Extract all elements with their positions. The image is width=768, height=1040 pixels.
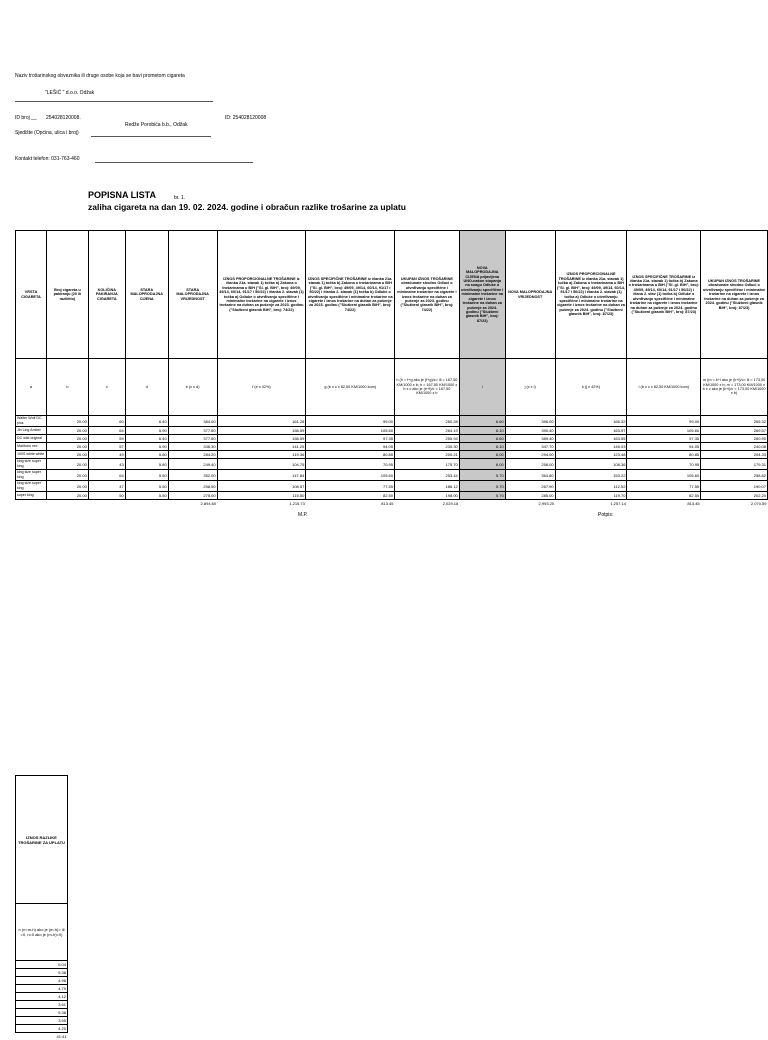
table-row: [16, 492, 768, 500]
value-cell-c: 43: [88, 459, 125, 470]
value-cell-f: 161.28: [217, 416, 306, 427]
value-cell-f: 108.57: [217, 481, 306, 492]
difference-cell: 4.20: [16, 1025, 68, 1033]
id-value: 254028120008.: [46, 115, 81, 121]
column-header: IZNOS PROPORCIONALNE TROŠARINE iz članka 21a. stavak 1) točka a) Zakona o trošarinama u BiH ("Sl. gl. BiH", broj: 49/09, 49/14, 60/14, 91/17 i 50/22) i članka 2. stavak (1) točka a) Odluke o utvrđivanju specifične i minimalne trošarine na cigarete i iznos trošarine na duhan za pušenje za 2024. godinu ("Službeni glasnik BiH", broj: 87/23): [555, 231, 627, 359]
value-cell-h: 200.21: [394, 451, 459, 459]
value-cell-d: 5.50: [125, 492, 168, 500]
value-cell-g: 97.35: [306, 435, 395, 443]
difference-cell: 5.38: [16, 969, 68, 977]
value-cell-e: 284.20: [168, 451, 217, 459]
value-cell-l: 94.05: [627, 443, 701, 451]
address-label: Sjedište (Općina, ulica i broj): [15, 130, 79, 136]
signature-label: Potpis:: [598, 512, 613, 518]
column-header: VRSTA CIGARETA: [16, 231, 47, 359]
table-row: [16, 443, 768, 451]
table-row: [16, 427, 768, 435]
total-e: 2,894.60: [168, 500, 217, 509]
column-formula: j (c x i): [505, 359, 555, 416]
value-cell-h: 260.28: [394, 416, 459, 427]
value-cell-j: 285.00: [505, 492, 555, 500]
company-name: "LEŠIĆ " d.o.o. Odžak: [45, 90, 94, 96]
column-formula: k (j x 42%): [555, 359, 627, 416]
column-header: IZNOS SPECIFIČNE TROŠARINE iz članka 21a. stavak 1) točka b) Zakona o trošarinama u BiH ("Sl. gl. BiH", broj: 49/09, 49/14, 60/14, 91/17 i 50/22) i članka 2. stavak (1) točka b) Odluke o utvrđivanju specifične i minimalne trošarine na cigarete i iznos trošarine na duhan za pušenje za 2023. godinu ("Službeni glasnik BiH", broj: 74/22): [306, 231, 395, 359]
taxpayer-label: Naziv trošarinskog obveznika ili druge osobe koja se bavi prometom cigareta: [15, 73, 185, 79]
column-header: STARA MALOPRODAJNA CIJENA: [125, 231, 168, 359]
table-row: [16, 416, 768, 427]
total-l: 813.45: [627, 500, 701, 509]
value-cell-e: 275.00: [168, 492, 217, 500]
value-cell-i: 5.70: [459, 481, 505, 492]
column-formula: g (b x c x 82,50 KM/1000 kom): [306, 359, 395, 416]
value-cell-e: 377.60: [168, 427, 217, 435]
company-underline: [15, 101, 213, 102]
column-header: IZNOS SPECIFIČNE TROŠARINE iz članka 21a. stavak 1) točka b) Zakona o trošarinama u BiH ("Sl. gl. BiH", broj: 49/09, 49/14, 60/14, 91/17 i 50/22) i člana 2. stav (1) točka b) Odluke o utvrđivanju specifične i minimalne trošarine na cigarete i iznos trošarine na duhan za pušenje za 2024. godinu ("Službeni glasnik BiH", broj: 87/23): [627, 231, 701, 359]
value-cell-h: 198.00: [394, 492, 459, 500]
value-cell-m: 258.82: [701, 470, 768, 481]
value-cell-g: 82.50: [306, 492, 395, 500]
value-cell-l: 105.60: [627, 470, 701, 481]
column-header: UKUPAN IZNOS TROŠARINE obračunate shodno Odluci o utvrđivanju specifične i minimalne trošarine na cigarete i iznos trošarine na duhan za pušenje za 2023. godinu ("Službeni glasnik BiH", broj: 74/22): [394, 231, 459, 359]
value-cell-c: 64: [88, 470, 125, 481]
value-cell-j: 389.40: [505, 435, 555, 443]
difference-cell: 3.95: [16, 1017, 68, 1025]
table-row: [16, 435, 768, 443]
cigarette-name-cell: king size super king: [16, 459, 47, 470]
value-cell-b: 20.00: [46, 481, 88, 492]
value-cell-g: 105.60: [306, 427, 395, 435]
table-row: [16, 481, 768, 492]
value-cell-m: 269.57: [701, 427, 768, 435]
value-cell-b: 20.00: [46, 416, 88, 427]
value-cell-j: 267.90: [505, 481, 555, 492]
value-cell-k: 163.97: [555, 427, 627, 435]
value-cell-l: 80.85: [627, 451, 701, 459]
value-cell-l: 77.55: [627, 481, 701, 492]
value-cell-l: 99.00: [627, 416, 701, 427]
value-cell-j: 258.00: [505, 459, 555, 470]
value-cell-i: 5.70: [459, 470, 505, 481]
value-cell-f: 119.36: [217, 451, 306, 459]
column-header: KOLIČINA PAKIRANJA CIGARETA: [88, 231, 125, 359]
value-cell-h: 264.19: [394, 427, 459, 435]
difference-cell: 5.38: [16, 1009, 68, 1017]
value-cell-k: 123.48: [555, 451, 627, 459]
value-cell-g: 105.60: [306, 470, 395, 481]
value-cell-e: 336.30: [168, 443, 217, 451]
difference-formula: n (n=m-h) ako je (m-h)> ili =0, n=0 ako je (m-h)<0): [16, 904, 68, 961]
cigarette-name-cell: king size super king: [16, 481, 47, 492]
document-number: br. 1.: [174, 195, 185, 201]
id-label: ID broj __: [15, 115, 37, 121]
value-cell-i: 6.10: [459, 427, 505, 435]
value-cell-m: 190.07: [701, 481, 768, 492]
value-cell-b: 20.00: [46, 470, 88, 481]
id-right: ID: 254028120008: [225, 115, 266, 121]
column-header: Broj cigareta u pakiranju (20 ili različito): [46, 231, 88, 359]
value-cell-m: 202.20: [701, 492, 768, 500]
total-g: 813.45: [306, 500, 395, 509]
value-cell-h: 255.94: [394, 435, 459, 443]
column-formula: h (h = f+g ako je (f+g)/c> ili = 167,50 KM/1000 x b; h = 167,50 KM/1000 x b x c ako je (e+f)/c < 167,50 KM/1000 x b: [394, 359, 459, 416]
value-cell-i: 5.70: [459, 492, 505, 500]
column-header: STARA MALOPRODAJNA VRIJEDNOST: [168, 231, 217, 359]
value-cell-c: 50: [88, 492, 125, 500]
column-formula: d: [125, 359, 168, 416]
column-header: NOVA MALOPRODAJNA CIJENA prijavljena UNO-nakon stupanja na snagu Odluke o utvrđivanju specifične i minimalne trošarine na cigarete i iznos trošarine na duhan za pušenje za 2024. godinu ("Službeni glasnik BiH", broj: 87/23): [459, 231, 505, 359]
cigarette-name-cell: Marlboro red: [16, 443, 47, 451]
difference-cell: 4.79: [16, 985, 68, 993]
value-cell-k: 146.03: [555, 443, 627, 451]
value-cell-d: 5.50: [125, 470, 168, 481]
value-cell-h: 186.12: [394, 481, 459, 492]
difference-table: [15, 775, 68, 1040]
address-value: Redže Porobića b.b., Odžak: [125, 122, 188, 128]
cigarette-name-cell: DC wild original: [16, 435, 47, 443]
table-header-row: [16, 231, 768, 359]
value-cell-g: 70.95: [306, 459, 395, 470]
value-cell-k: 163.55: [555, 435, 627, 443]
total-j: 2,993.20: [505, 500, 555, 509]
value-cell-m: 260.90: [701, 435, 768, 443]
value-cell-k: 119.70: [555, 492, 627, 500]
value-cell-k: 166.32: [555, 416, 627, 427]
value-cell-j: 396.00: [505, 416, 555, 427]
table-row: [16, 451, 768, 459]
value-cell-m: 179.31: [701, 459, 768, 470]
value-cell-f: 158.59: [217, 435, 306, 443]
value-cell-j: 294.00: [505, 451, 555, 459]
cigarette-name-cell: king size super king: [16, 470, 47, 481]
value-cell-i: 6.60: [459, 435, 505, 443]
value-cell-g: 77.55: [306, 481, 395, 492]
value-cell-g: 99.00: [306, 416, 395, 427]
table-row: [16, 459, 768, 470]
value-cell-d: 5.80: [125, 451, 168, 459]
value-cell-c: 59: [88, 435, 125, 443]
value-cell-b: 20.00: [46, 492, 88, 500]
value-cell-l: 97.35: [627, 435, 701, 443]
value-cell-g: 94.05: [306, 443, 395, 451]
cigarette-name-cell: Jin Ling Amber: [16, 427, 47, 435]
value-cell-d: 6.40: [125, 416, 168, 427]
value-cell-h: 253.44: [394, 470, 459, 481]
value-cell-b: 20.00: [46, 443, 88, 451]
value-cell-f: 147.84: [217, 470, 306, 481]
column-formula: i: [459, 359, 505, 416]
value-cell-c: 49: [88, 451, 125, 459]
value-cell-c: 64: [88, 427, 125, 435]
value-cell-d: 5.90: [125, 427, 168, 435]
difference-cell: 4.12: [16, 993, 68, 1001]
difference-cell: 5.04: [16, 961, 68, 969]
difference-total: 41.41: [16, 1033, 68, 1040]
value-cell-k: 153.22: [555, 470, 627, 481]
column-formula: b: [46, 359, 88, 416]
value-cell-f: 141.25: [217, 443, 306, 451]
value-cell-e: 352.00: [168, 470, 217, 481]
difference-cell: 3.61: [16, 1001, 68, 1009]
difference-header: IZNOS RAZLIKE TROŠARINE ZA UPLATU: [16, 776, 68, 904]
document-title: POPISNA LISTA: [88, 190, 156, 200]
value-cell-f: 158.59: [217, 427, 306, 435]
table-row: [16, 470, 768, 481]
column-formula: a: [16, 359, 47, 416]
value-cell-m: 265.32: [701, 416, 768, 427]
value-cell-d: 5.80: [125, 459, 168, 470]
cigarette-name-cell: 100S white white: [16, 451, 47, 459]
value-cell-g: 80.85: [306, 451, 395, 459]
value-cell-c: 47: [88, 481, 125, 492]
total-f: 1,215.73: [217, 500, 306, 509]
value-cell-i: 6.00: [459, 451, 505, 459]
column-header: IZNOS PROPORCIONALNE TROŠARINE iz članka 21a. stavak 1) točka a) Zakona o trošarinama u BiH ("Sl. gl. BiH", broj: 49/09, 49/14, 60/14, 91/17 i 50/22) i članka 2. stavak (1) točka a) Odluke o utvrđivanju specifične i minimalne trošarine na cigarete i iznos trošarine na duhan za pušenje za 2023. godinu ("Službeni glasnik BiH", broj: 74/22): [217, 231, 306, 359]
value-cell-d: 6.40: [125, 435, 168, 443]
cigarette-name-cell: super king: [16, 492, 47, 500]
value-cell-l: 70.95: [627, 459, 701, 470]
address-underline: [91, 136, 211, 137]
value-cell-h: 175.70: [394, 459, 459, 470]
value-cell-b: 20.00: [46, 427, 88, 435]
value-cell-f: 115.50: [217, 492, 306, 500]
value-cell-d: 5.90: [125, 443, 168, 451]
total-k: 1,257.14: [555, 500, 627, 509]
value-cell-k: 108.36: [555, 459, 627, 470]
value-cell-b: 20.00: [46, 451, 88, 459]
column-formula: l (b x c x 82,50 KM/1000 kom): [627, 359, 701, 416]
value-cell-e: 249.40: [168, 459, 217, 470]
value-cell-j: 364.80: [505, 470, 555, 481]
value-cell-e: 258.50: [168, 481, 217, 492]
value-cell-h: 235.30: [394, 443, 459, 451]
value-cell-i: 6.10: [459, 443, 505, 451]
value-cell-b: 20.00: [46, 435, 88, 443]
value-cell-i: 6.60: [459, 416, 505, 427]
value-cell-j: 347.70: [505, 443, 555, 451]
value-cell-f: 104.75: [217, 459, 306, 470]
difference-cell: 4.96: [16, 977, 68, 985]
contact-underline: [95, 162, 253, 163]
column-formula: c: [88, 359, 125, 416]
table-formula-row: [16, 359, 768, 416]
stamp-label: M.P.: [298, 512, 308, 518]
value-cell-k: 112.52: [555, 481, 627, 492]
value-cell-l: 82.50: [627, 492, 701, 500]
total-m: 2,070.59: [701, 500, 768, 509]
value-cell-d: 5.50: [125, 481, 168, 492]
value-cell-j: 390.40: [505, 427, 555, 435]
value-cell-i: 6.00: [459, 459, 505, 470]
column-formula: e (c x d): [168, 359, 217, 416]
value-cell-b: 20.00: [46, 459, 88, 470]
value-cell-c: 57: [88, 443, 125, 451]
value-cell-l: 105.60: [627, 427, 701, 435]
value-cell-e: 384.00: [168, 416, 217, 427]
value-cell-m: 240.08: [701, 443, 768, 451]
value-cell-m: 204.33: [701, 451, 768, 459]
value-cell-e: 377.60: [168, 435, 217, 443]
document-subtitle: zaliha cigareta na dan 19. 02. 2024. godine i obračun razlike trošarine za uplatu: [88, 202, 406, 212]
cigarette-name-cell: Walter Wolf DC plus: [16, 416, 47, 427]
column-header: NOVA MALOPRODAJNA VRIJEDNOST: [505, 231, 555, 359]
contact-phone: Kontakt telefon: 031-763-460: [15, 156, 80, 162]
value-cell-c: 60: [88, 416, 125, 427]
column-formula: f (e x 42%): [217, 359, 306, 416]
totals-row: [16, 500, 768, 509]
inventory-table: [15, 230, 768, 508]
column-formula: m (m = k+l ako je (k+l)/c> ili = 173,00 KM/1000 x b; m = 173,00 KM/1000 x b x c ako je (k+l)/c < 173,00 KM/1000 x b): [701, 359, 768, 416]
total-h: 2,029.18: [394, 500, 459, 509]
column-header: UKUPAN IZNOS TROŠARINE obračunate shodno Odluci o utvrđivanju specifične i minimalne trošarine na cigarete i iznos trošarine na duhan za pušenje za 2024. godinu ("Službeni glasnik BiH", broj: 87/23): [701, 231, 768, 359]
